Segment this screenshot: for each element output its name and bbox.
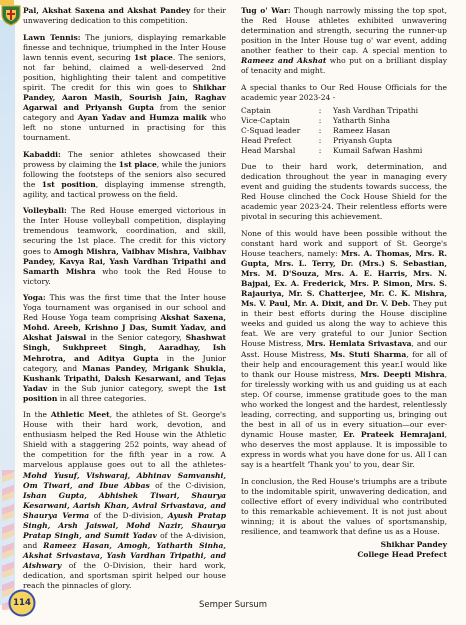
official-row [241,116,447,126]
text: , for all of their help and encouragement this year.I would like to thank our House mistress, [241,349,447,379]
names-bold: Akshat Saxena, Mohd. Areeb, Krishno J Das, Sumit Yadav, and Akshat Jaiswal [23,313,226,343]
text: This was the first time that the Inter house Yoga tournament was organised in our school and Red House Yoga team comprising [23,293,226,323]
official-separator: : [318,126,322,136]
official-name: Yatharth Sinha [333,115,390,125]
text: , the athletes of St. George's House with their hard work, devotion, and enthusiasm helped the Red House win the Athletic Shield with a staggering 252 points, way ahead of the competition for the fifth year in a row. A marvelous applause goes out to all the athletes- [23,410,226,470]
official-name: Yash Vardhan Tripathi [333,105,419,115]
text: of the A-division, and [23,530,227,550]
text: In the [23,410,51,420]
official-name: Priyansh Gupta [333,136,393,146]
text: , who deserves the most applause. It is impossible to express in words what you have done for us. All I can say is a heartfelt 'Thank you' to you, dear Sir. [241,429,447,470]
school-crest-icon [0,0,24,26]
text: , displaying immense strength, agility, and tactical prowess on the field. [23,179,227,199]
footer-motto: Semper Sursum [198,600,268,610]
section-heading: Volleyball: [23,206,67,216]
volleyball-paragraph [23,206,226,286]
official-role: Captain [241,105,271,115]
names-bold: Mrs. Hemlata Srivastava [306,339,412,349]
text: , for tirelessly working with us and guiding us at each step. Of course, immense gratitude goes to the man who worked the longest and the hardest, relentlessly leading, correcting, and supporting us, bringing out the best in all of us in every situation—our ever-dynamic House master, [241,369,447,439]
official-row [241,126,447,136]
text: of the O-Division, their hard work, dedication, and sportsman spirit helped our house reach the pinnacles of glory. [23,560,226,591]
cock-house-paragraph: Due to their hard work, determination, and dedication throughout the year in managing every event and guiding the students towards success, the Red House clinched the Cock House Shield for the academic year 2023-24. Their relentless efforts were pivotal in securing this achievement. [241,162,447,222]
text: who took the Red House to victory. [23,266,226,286]
names-bold-italic: Rameez Hasan, Amogh, Yatharth Sinha, Akshat Srivastava, Yash Vardhan Tripathi, and Aishwary [23,540,226,570]
text: in all three categories. [57,393,147,403]
house-officials-table [241,106,447,156]
names-bold: Er. Prateek Hemrajani [343,429,445,439]
highlight: 1st position [41,179,96,189]
conclusion-paragraph: In conclusion, the Red House's triumphs are a tribute to the indomitable spirit, unwavering dedication, and collective effort of every individual who contributed to this remarkable achievement. It is not just about winning; it is about the values of sportsmanship, resilience, and teamwork that define us as a House. [241,476,447,536]
text: who left no stone unturned in practising for this tournament. [23,112,227,143]
official-role: Head Marshal [241,146,296,156]
signature-name: Shikhar Pandey [380,539,447,549]
yoga-paragraph [23,293,226,404]
kabaddi-paragraph [23,150,226,200]
official-row [241,136,447,146]
text: They put in their best efforts during the House discipline weeks and guided us along the way to achieve this feat. We are very grateful to our Junior Section House Mistress, [241,299,448,349]
official-separator: : [318,146,322,156]
text: . The seniors, not far behind, claimed a well-deserved 2nd position, highlighting their talent and competitive spirit. The credit for this win goes to [23,52,227,92]
official-name: Kumail Safwan Hashmi [333,146,423,156]
official-row [241,146,447,156]
section-heading: Athletic Meet [50,410,110,420]
names-bold: Ayan Yadav and Humza malik [77,112,207,122]
names-bold: Pal, Akshat Saxena and Akshat Pandey [23,6,191,15]
text: of the D-division, [89,510,168,520]
official-separator: : [318,115,322,125]
text: in the Senior category, [86,333,186,343]
text: None of this would have been possible without the constant hard work and support of St. George's House teachers, namely: [241,228,447,259]
official-role: Vice-Captain [241,115,290,125]
highlight: 1st place [118,159,157,169]
official-name: Rameez Hasan [333,126,391,136]
names-bold: Shashwat Singh, Sukhpreet Singh, Aaradhay, Ish Mehrotra, and Aditya Gupta [23,333,226,363]
names-bold: Mrs. Deepti Mishra [360,369,445,379]
section-heading: Yoga: [23,293,46,303]
names-bold: Amogh Mishra, Vaibhav Mishra, Vaibhav Pandey, Kavya Rai, Yash Vardhan Tripathi and Samarth Mishra [23,246,226,276]
official-row [241,106,447,116]
official-role: C-Squad leader [241,126,301,136]
names-bold-italic: Ayush Pratap Singh, Arsh Jaiswal, Mohd Nazir, Shaurya Pratap Singh, and Sumit Yadav [23,510,226,540]
page-number: 114 [13,598,31,608]
names-bold-italic: Ishan Gupta, Abhishek Tiwari, Shaurya Kesarwani, Aarish Khan, Aviral Srivastava, and Shaurya Verma [23,490,226,520]
text: in the Sub junior category, swept the [47,383,213,393]
text: who put on a brilliant display of tenacity and might. [241,56,447,76]
text: from the senior category and [23,102,226,122]
names-bold: Manas Pandey, Mrigank Shukla, Kushank Tripathi, Daksh Kesarwani, and Tejas Yadav [23,363,226,393]
official-separator: : [318,105,322,115]
text: of the C-division, [149,480,226,490]
text: The Red House emerged victorious in the Inter House volleyball competition, displaying tremendous teamwork, coordination, and skill, securing the 1st place. The credit for this victory goes to [23,206,226,256]
text: for their unwavering dedication to this competition. [23,6,227,26]
left-column [23,6,226,598]
section-heading: Tug o' War: [241,6,291,15]
names-bold-italic: Mohd Yusuf, Vishwaraj, Abhinav Samvanshi, Om Tiwari, and Ibue Abbas [23,470,226,490]
tug-of-war-paragraph [241,6,447,76]
official-role: Head Prefect [241,136,292,146]
text: The senior athletes showcased their prowess by claiming the [23,149,226,169]
officials-intro: A special thanks to Our Red House Officials for the academic year 2023-24 - [241,82,447,102]
text: in the Junior category, and [23,353,226,373]
section-heading: Lawn Tennis: [23,32,81,42]
names-bold: Ms. Stuti Sharma [329,349,407,359]
lawn-tennis-paragraph [23,33,226,144]
official-separator: : [318,136,322,146]
text: Though narrowly missing the top spot, the Red House athletes exhibited unwavering determination and strength, securing the runner-up position in the Inter House tug o' war event, adding another feather to their cap. A special mention to [241,6,447,56]
names-bold: Mrs. A. Thomas, Mrs. R. Gupta, Mrs. L. Terry, Dr. (Mrs.) S. Sebastian, Mrs. M. D'Souza, Mrs. A. E. Harris, Mrs. N. Bajpai, Ex. A. Frederick, Mrs. P. Simon, Mrs. S. Rajauriya, Mr. S. Chatterjee, Mr. C. K. Mishra, Ms. V. Paul, Mr. A. Dixit, and Dr. V. Deb. [241,249,448,309]
text: The juniors, displaying remarkable finesse and technique, triumphed in the Inter House lawn tennis event, securing [23,32,226,62]
text: , and our Asst. House Mistress, [241,339,448,359]
text: , while the juniors following the footsteps of the seniors also secured the [23,159,226,189]
athletic-meet-paragraph [23,410,226,591]
names-bold-italic: Rameez and Akshat [241,56,327,66]
acknowledgement-paragraph [241,229,447,470]
intro-paragraph [23,6,226,26]
highlight: 1st place [134,52,173,62]
names-bold: Shikhar Pandey, Aaron Masih, Sourish Jain, Raghav Agarwal and Priyansh Gupta [23,82,226,112]
highlight: 1st position [23,383,226,403]
right-column [241,6,447,560]
section-heading: Kabaddi: [23,149,61,159]
signature-title: College Head Prefect [357,549,447,559]
